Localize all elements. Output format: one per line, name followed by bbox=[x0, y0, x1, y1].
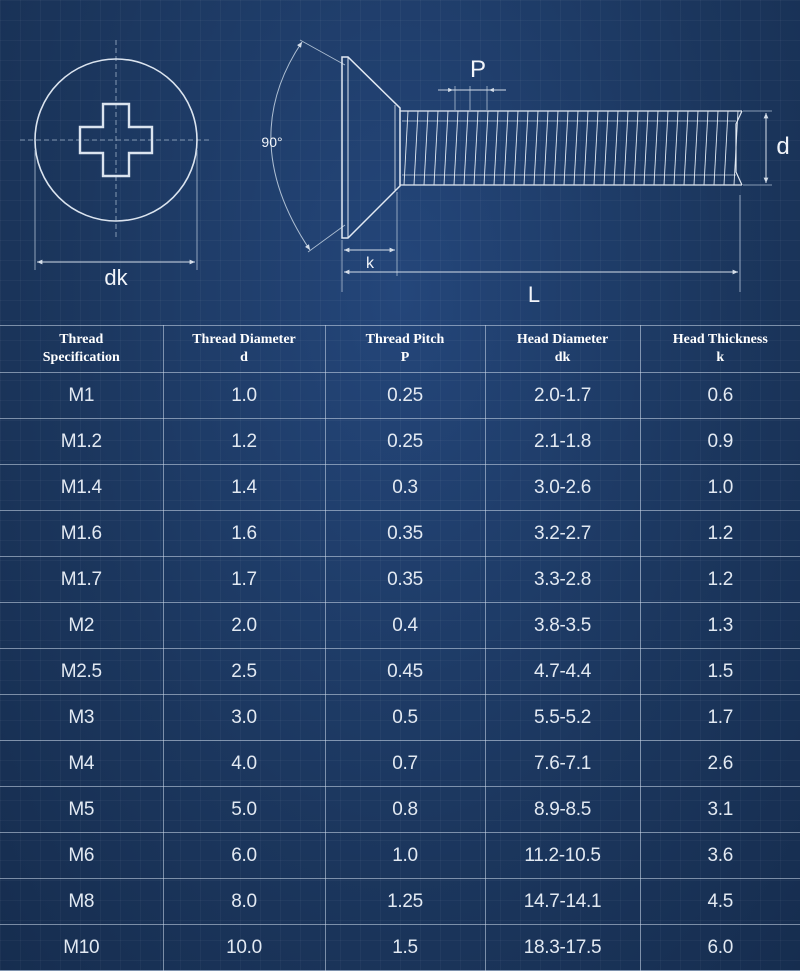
cell-thread-specification: M8 bbox=[0, 879, 163, 925]
cell-thread-pitch: 0.4 bbox=[325, 603, 485, 649]
header-symbol: k bbox=[716, 350, 725, 365]
cell-thread-pitch: 0.3 bbox=[325, 465, 485, 511]
thread-line bbox=[424, 111, 428, 185]
cell-head-thickness: 6.0 bbox=[640, 925, 800, 971]
cell-thread-diameter: 4.0 bbox=[163, 741, 325, 787]
cell-thread-pitch: 0.45 bbox=[325, 649, 485, 695]
cell-head-diameter: 2.0-1.7 bbox=[485, 373, 640, 419]
cell-thread-specification: M1.7 bbox=[0, 557, 163, 603]
cell-head-diameter: 8.9-8.5 bbox=[485, 787, 640, 833]
cell-thread-diameter: 10.0 bbox=[163, 925, 325, 971]
thread-line bbox=[684, 111, 688, 185]
cell-thread-specification: M2 bbox=[0, 603, 163, 649]
thread-line bbox=[654, 111, 658, 185]
thread-line bbox=[724, 111, 728, 185]
thread-line bbox=[704, 111, 708, 185]
thread-line bbox=[624, 111, 628, 185]
cell-thread-pitch: 0.5 bbox=[325, 695, 485, 741]
thread-line bbox=[464, 111, 468, 185]
table-row bbox=[0, 419, 800, 465]
cell-thread-diameter: 2.5 bbox=[163, 649, 325, 695]
cell-head-diameter: 3.3-2.8 bbox=[485, 557, 640, 603]
table-header-row bbox=[0, 326, 800, 373]
cell-head-thickness: 1.0 bbox=[640, 465, 800, 511]
cell-head-thickness: 3.1 bbox=[640, 787, 800, 833]
cell-thread-diameter: 1.7 bbox=[163, 557, 325, 603]
cell-head-diameter: 3.2-2.7 bbox=[485, 511, 640, 557]
thread-line bbox=[694, 111, 698, 185]
thread-line bbox=[414, 111, 418, 185]
thread-line bbox=[474, 111, 478, 185]
cell-head-thickness: 1.2 bbox=[640, 511, 800, 557]
cell-head-thickness: 4.5 bbox=[640, 879, 800, 925]
table-row bbox=[0, 879, 800, 925]
angle-label: 90° bbox=[261, 134, 283, 150]
header-line: Thread bbox=[59, 332, 104, 347]
header-thread-specification bbox=[0, 326, 163, 373]
cell-head-diameter: 2.1-1.8 bbox=[485, 419, 640, 465]
cell-head-diameter: 7.6-7.1 bbox=[485, 741, 640, 787]
cell-head-diameter: 5.5-5.2 bbox=[485, 695, 640, 741]
table-row bbox=[0, 649, 800, 695]
cell-thread-diameter: 5.0 bbox=[163, 787, 325, 833]
table-row bbox=[0, 925, 800, 971]
table-row bbox=[0, 741, 800, 787]
cell-thread-specification: M1.2 bbox=[0, 419, 163, 465]
header-line: Specification bbox=[42, 350, 120, 365]
header-line: Head Diameter bbox=[516, 332, 609, 347]
thread-line bbox=[524, 111, 528, 185]
cell-head-thickness: 0.6 bbox=[640, 373, 800, 419]
cell-head-diameter: 4.7-4.4 bbox=[485, 649, 640, 695]
thread-line bbox=[534, 111, 538, 185]
header-symbol: dk bbox=[554, 350, 571, 365]
thread-line bbox=[434, 111, 438, 185]
cell-head-diameter: 11.2-10.5 bbox=[485, 833, 640, 879]
thread-line bbox=[584, 111, 588, 185]
cell-thread-pitch: 0.25 bbox=[325, 419, 485, 465]
cell-thread-diameter: 1.2 bbox=[163, 419, 325, 465]
cell-thread-diameter: 3.0 bbox=[163, 695, 325, 741]
cell-thread-pitch: 1.5 bbox=[325, 925, 485, 971]
thread-line bbox=[714, 111, 718, 185]
cell-thread-specification: M2.5 bbox=[0, 649, 163, 695]
table-row bbox=[0, 511, 800, 557]
cell-thread-specification: M1.4 bbox=[0, 465, 163, 511]
thread-line bbox=[454, 111, 458, 185]
table-row bbox=[0, 787, 800, 833]
table-body bbox=[0, 373, 800, 971]
cell-head-thickness: 2.6 bbox=[640, 741, 800, 787]
cell-thread-diameter: 6.0 bbox=[163, 833, 325, 879]
cell-thread-pitch: 0.25 bbox=[325, 373, 485, 419]
thread-line bbox=[604, 111, 608, 185]
header-head-diameter bbox=[485, 326, 640, 373]
cell-thread-specification: M1.6 bbox=[0, 511, 163, 557]
header-thread-pitch bbox=[325, 326, 485, 373]
cell-thread-specification: M5 bbox=[0, 787, 163, 833]
pitch-label: P bbox=[469, 56, 487, 83]
head-diameter-label: dk bbox=[104, 265, 128, 290]
diameter-label: d bbox=[776, 133, 790, 160]
header-symbol: d bbox=[240, 350, 248, 365]
header-line: Head Thickness bbox=[672, 332, 768, 347]
cell-thread-pitch: 0.35 bbox=[325, 557, 485, 603]
thread-line bbox=[514, 111, 518, 185]
cell-thread-specification: M10 bbox=[0, 925, 163, 971]
thread-line bbox=[564, 111, 568, 185]
thread-line bbox=[504, 111, 508, 185]
thread-line bbox=[574, 111, 578, 185]
header-symbol: P bbox=[400, 350, 410, 365]
thread-line bbox=[484, 111, 488, 185]
cell-head-thickness: 1.5 bbox=[640, 649, 800, 695]
cell-thread-diameter: 1.6 bbox=[163, 511, 325, 557]
thread-line bbox=[494, 111, 498, 185]
header-thread-diameter bbox=[163, 326, 325, 373]
cell-head-thickness: 1.2 bbox=[640, 557, 800, 603]
table-row bbox=[0, 833, 800, 879]
header-line: Thread Diameter bbox=[192, 332, 296, 347]
cell-thread-specification: M3 bbox=[0, 695, 163, 741]
cell-thread-diameter: 1.0 bbox=[163, 373, 325, 419]
thread-line bbox=[674, 111, 678, 185]
cell-head-diameter: 3.0-2.6 bbox=[485, 465, 640, 511]
cell-thread-specification: M4 bbox=[0, 741, 163, 787]
header-line: Thread Pitch bbox=[365, 332, 445, 347]
thread-line bbox=[554, 111, 558, 185]
thread-line bbox=[644, 111, 648, 185]
table-row bbox=[0, 695, 800, 741]
thread-line bbox=[544, 111, 548, 185]
cell-head-diameter: 18.3-17.5 bbox=[485, 925, 640, 971]
head-top-view bbox=[20, 40, 212, 290]
cell-head-thickness: 1.7 bbox=[640, 695, 800, 741]
cell-thread-diameter: 2.0 bbox=[163, 603, 325, 649]
table-row bbox=[0, 557, 800, 603]
cell-head-diameter: 3.8-3.5 bbox=[485, 603, 640, 649]
cell-head-thickness: 0.9 bbox=[640, 419, 800, 465]
cell-thread-pitch: 1.0 bbox=[325, 833, 485, 879]
cell-thread-specification: M1 bbox=[0, 373, 163, 419]
cell-thread-specification: M6 bbox=[0, 833, 163, 879]
cell-head-diameter: 14.7-14.1 bbox=[485, 879, 640, 925]
table-row bbox=[0, 373, 800, 419]
thread-line bbox=[444, 111, 448, 185]
thread-line bbox=[404, 111, 408, 185]
cell-thread-pitch: 0.7 bbox=[325, 741, 485, 787]
spec-table bbox=[0, 325, 800, 971]
thread-line bbox=[614, 111, 618, 185]
length-label: L bbox=[527, 282, 541, 307]
screw-side-view bbox=[261, 40, 789, 307]
thread-line bbox=[594, 111, 598, 185]
screw-diagram bbox=[0, 0, 800, 325]
header-head-thickness bbox=[640, 326, 800, 373]
table-row bbox=[0, 465, 800, 511]
cell-thread-pitch: 1.25 bbox=[325, 879, 485, 925]
cell-thread-pitch: 0.35 bbox=[325, 511, 485, 557]
head-thickness-label: k bbox=[366, 255, 374, 272]
table-row bbox=[0, 603, 800, 649]
cell-thread-diameter: 8.0 bbox=[163, 879, 325, 925]
cell-head-thickness: 3.6 bbox=[640, 833, 800, 879]
cell-head-thickness: 1.3 bbox=[640, 603, 800, 649]
thread-line bbox=[634, 111, 638, 185]
cell-thread-diameter: 1.4 bbox=[163, 465, 325, 511]
thread-line bbox=[664, 111, 668, 185]
cell-thread-pitch: 0.8 bbox=[325, 787, 485, 833]
